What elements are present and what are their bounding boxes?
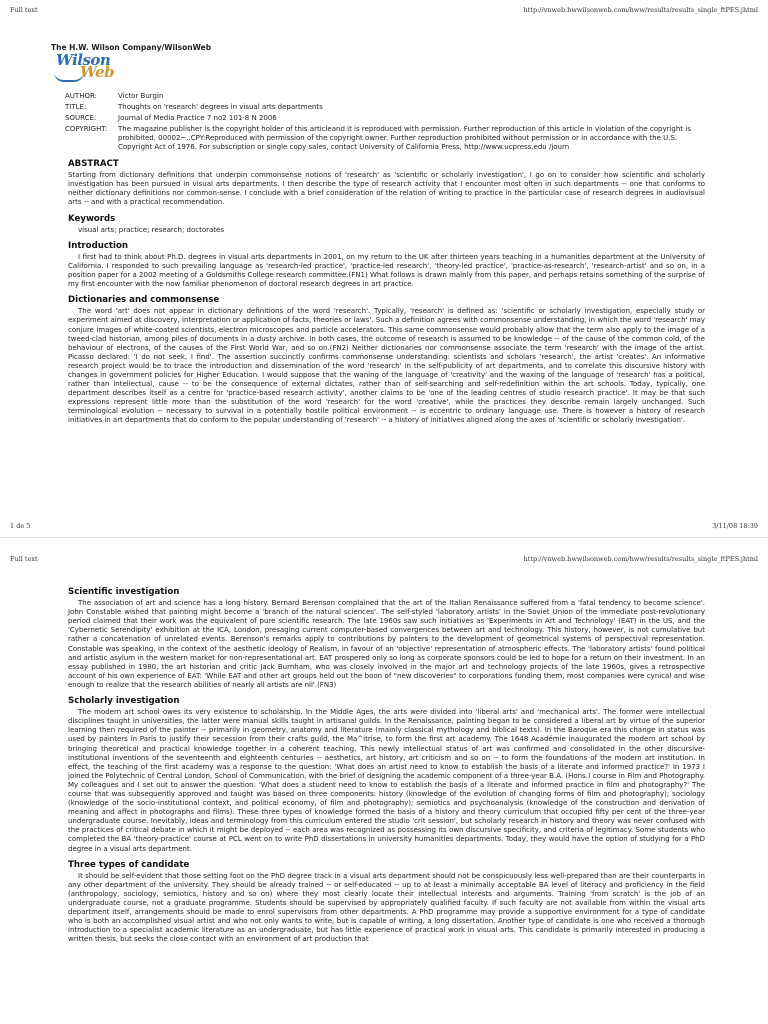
scientific-heading: Scientific investigation bbox=[68, 587, 180, 597]
publisher-name: The H.W. Wilson Company/WilsonWeb bbox=[51, 43, 212, 52]
keywords-heading: Keywords bbox=[68, 213, 116, 224]
citation-row-title bbox=[65, 102, 705, 113]
page-divider bbox=[0, 537, 768, 538]
print-timestamp: 3/11/08 18:39 bbox=[712, 522, 758, 530]
scientific-text: The association of art and science has a long history. Bernard Berenson complained that the art of the Italian Renaissance suffered from a 'fatal tendency to become science'. John Constable wished that painting might become a 'branch of the natural sciences'. The self-styled 'laboratory artists' in the Soviet Union of the immediate post-revolutionary period claimed that their work was the equivalent of pure scientific research. The late 1960s saw such initiatives as 'Experiments in Art and Technology' (EAT) in the US, and the 'Cybernetic Serendipity' exhibition at the ICA, London, presaging current computer-based convergences between art and technology. This history, however, is not cumulative but rather a concatenation of unrelated events. Berenson's remarks apply to contributions by painters to the development of geometrical systems of perspectival representation. Constable was speaking, in the context of the aesthetic ideology of Realism, in favour of an 'objective' representation of atmospheric effects. The 'laboratory artists' found political and artistic asylum in the western market for non-representational art. EAT prospered only so long as corporate sponsors could be led to hope for a return on their investment. In an essay published in 1980, the art historian and critic Jack Burnham, who was closely involved in the major art and technology projects of the late 1960s, gives a retrospective account of his own experience of EAT: 'While EAT and other art groups held out the boon of "new discoveries" to corporations funding them, most companies were cynical and wise enough to realize that the research abilities of nearly all artists are nil'.(FN3) bbox=[68, 599, 705, 689]
abstract-heading: ABSTRACT bbox=[68, 159, 119, 170]
abstract-text: Starting from dictionary definitions that underpin commonsense notions of 'research' as 'scientific or scholarly investigation', I go on to consider how scientific and scholarly investigation has been pursued in visual arts departments. I then describe the type of research activity that I encounter most often in such departments -- one that conforms to neither dictionary definitions nor common-sense. I conclude with a brief consideration of the relation of writing to practice in the particular case of research degrees in audiovisual arts -- and with a practical recommendation. bbox=[68, 171, 705, 207]
citation-row-author bbox=[65, 91, 705, 102]
source-value: Journal of Media Practice 7 no2 101-8 N 2006 bbox=[118, 114, 277, 123]
author-label: AUTHOR: bbox=[65, 92, 97, 101]
three-types-heading: Three types of candidate bbox=[68, 859, 190, 870]
three-types-text: It should be self-evident that those setting foot on the PhD degree track in a visual arts department should not be conspicuously less well-prepared than are their counterparts in any other department of the university. They should be already trained -- or self-educated -- up to at least a minimally acceptable BA level of literacy and proficiency in the field (anthropology, sociology, semiotics, history and so on) where they most clearly locate their intellectual interests and arguments. Training 'from scratch' is the job of an undergraduate course, not a graduate programme. Students should be supervised by appropriately qualified faculty. If such faculty are not available from within the visual arts department itself, arrangements should be made to enrol supervisors from other departments. A PhD programme may provide a supportive environment for a type of candidate who is both an accomplished visual artist and who not only wants to write, but is capable of writing, a long dissertation. Another type of candidate is one who received a thorough introduction to a specialist academic literature as an undergraduate, but has little experience of practical work in visual arts. This candidate is primarily interested in producing a written thesis, but seeks the close contact with an environment of art production that bbox=[68, 871, 705, 944]
citation-row-source bbox=[65, 113, 705, 124]
scholarly-text: The modern art school owes its very existence to scholarship. In the Middle Ages, the arts were divided into 'liberal arts' and 'mechanical arts'. The former were intellectual disciplines taught in universities, the latter were manual skills taught in artisanal guilds. In the Renaissance, painting began to be considered a liberal art by virtue of the superior learning then required of the painter -- primarily in geometry, anatomy and literature (mainly classical mythology and biblical texts). In the Baroque era this change in status was used by painters in Paris to justify their secession from their crafts guild, the Ma^itrise, to form the first art academy. The 1648 Académie inaugurated the modern art school by bringing theoretical and practical knowledge together in a coherent teaching. This newly intellectual status of art was confirmed and consolidated in the other discursive-institutional inventions of the seventeenth and eighteenth centuries -- aesthetics, art history, art criticism and so on -- to form the foundations of the modern art institution. In effect, the teaching of the first academy was a response to the question: 'What does an artist need to know to establish the basis of a literate and informed practice?' In 1973 I joined the Polytechnic of Central London, School of Communication, with the brief of designing the academic component of a three-year B.A. (Hons.) course in Film and Photography. My colleagues and I set out to answer the question: 'What does a student need to know to establish the basis of a literate and informed practice in film and photography?' The course that was subsequently approved and taught was based on three components: history (knowledge of the evolution of changing forms of film and photography); sociology (knowledge of the socio-institutional context, and political economy, of film and photography); semiotics and psychoanalysis (knowledge of the construction and derivation of meaning and affect in photographs and films). These three types of knowledge formed the basis of a history and theory curriculum that occupied fifty per cent of the three-year undergraduate course. Inevitably, ideas and terminology from this curriculum entered the studio 'crit session', but scholarly research in history and theory was never confused with the practices of critical debate in which it might be deployed -- each area was recognized as possessing its own discursive specificity, and criteria of legitimacy. Some students who completed the BA 'theory-practice' course at PCL went on to write PhD dissertations in university humanities departments. Today, they would have the option of studying for a PhD degree in a visual arts department. bbox=[68, 708, 705, 853]
wilsonweb-logo[interactable] bbox=[54, 51, 116, 86]
author-value: Victor Burgin bbox=[118, 92, 164, 101]
print-header bbox=[10, 6, 758, 14]
print-header-title-page-two: Full text bbox=[10, 555, 38, 563]
print-footer bbox=[10, 522, 758, 530]
page-count: 1 de 5 bbox=[10, 522, 31, 530]
citation-row-copyright bbox=[65, 124, 705, 153]
title-value: Thoughts on 'research' degrees in visual arts departments bbox=[118, 103, 323, 112]
dictionaries-heading: Dictionaries and commonsense bbox=[68, 295, 220, 306]
print-header-url: http://vnweb.hwwilsonweb.com/hww/results/results_single_ftPES.jhtml bbox=[523, 6, 758, 14]
logo-word-wilson: Wilson bbox=[56, 51, 111, 70]
print-header-url-page-two: http://vnweb.hwwilsonweb.com/hww/results/results_single_ftPES.jhtml bbox=[523, 555, 758, 563]
introduction-text: I first had to think about Ph.D. degrees in visual arts departments in 2001, on my return to the UK after thirteen years teaching in a humanities department at the University of California. I responded to such prevailing language as 'research-led practice', 'practice-led research', 'theory-led practice', 'practice-as-research', 'research-artist' and so on, in a position paper for a 2002 meeting of a Goldsmiths College research committee.(FN1) What follows is drawn mainly from this paper, and perhaps retains something of the surprise of my first encounter with the now familiar phenomenon of doctoral research degrees in art practice. bbox=[68, 252, 705, 289]
logo-word-web: Web bbox=[80, 63, 115, 82]
source-label: SOURCE: bbox=[65, 114, 97, 123]
page-one-content bbox=[51, 43, 705, 426]
scholarly-heading: Scholarly investigation bbox=[68, 696, 180, 707]
introduction-heading: Introduction bbox=[68, 240, 129, 251]
print-header-title: Full text bbox=[10, 6, 38, 14]
copyright-label: COPYRIGHT: bbox=[65, 125, 108, 134]
dictionaries-text: The word 'art' does not appear in dictionary definitions of the word 'research'. Typically, 'research' is defined as: 'scientific or scholarly investigation, especially study or experiment aimed at discovery, interpretation or application of facts, theories or laws'. Such a definition agrees with commonsense understanding, in which the word 'research' may conjure images of white-coated scientists, electron microscopes and particle accelerators. This same commonsense would probably allow that the term also apply to the image of a tweed-clad historian, among piles of documents in a dusty archive. In both cases, the outcome of research is assumed to be knowledge -- of the cause of the common cold, of the behaviour of electrons, of the causes of the First World War, and so on.(FN2) Neither dictionaries nor commonsense associate the term 'research' with the image of the artist. Picasso declared: 'I do not seek, I find'. The assertion succinctly confirms commonsense understanding: scientists and scholars 'research', the artist 'creates'. An informative research project would be to trace the introduction and dissemination of the word 'research' in the self-publicity of art departments, and to correlate this discursive history with changes in government policies for Higher Education. I would suppose that the waning of the language of 'creativity' and the waxing of the language of 'research' has a political, rather than intellectual, cause -- to be the consequence of external dictates, rather than of self-searching and self-redefinition within the art schools. Today, typically, one department describes itself as a centre for 'practice-based research activity', another claims to be 'one of the leading centres of studio research practice'. It may be that such expressions represent little more than the substitution of the word 'research' for the word 'creative', while the practices they describe remain largely unchanged. Such terminological evolution -- necessary to survival in a potentially hostile political environment -- is eccentric to ordinary language use. There is however a history of research initiatives in art departments that do conform to the popular understanding of 'research' -- a history of initiatives aligned along the axes of 'scientific or scholarly investigation'. bbox=[68, 307, 705, 425]
keywords-text: visual arts; practice; research; doctorates bbox=[78, 225, 224, 234]
citation-table bbox=[65, 91, 705, 153]
page-two-content bbox=[68, 581, 705, 944]
print-header-page-two bbox=[10, 555, 758, 563]
title-label: TITLE: bbox=[65, 103, 87, 112]
copyright-value: The magazine publisher is the copyright holder of this articleand it is reproduced with permission. Further reproduction of this article in violation of the copyright is prohibited. 00002~..CPY:Reproduced with permission of the copyright owner. Further reproduction prohibited without permission or in accordance with the U.S. Copyright Act of 1976. For subscription or single copy sales, contact University of California Press, http://www.ucpress.edu /journ bbox=[118, 125, 691, 152]
